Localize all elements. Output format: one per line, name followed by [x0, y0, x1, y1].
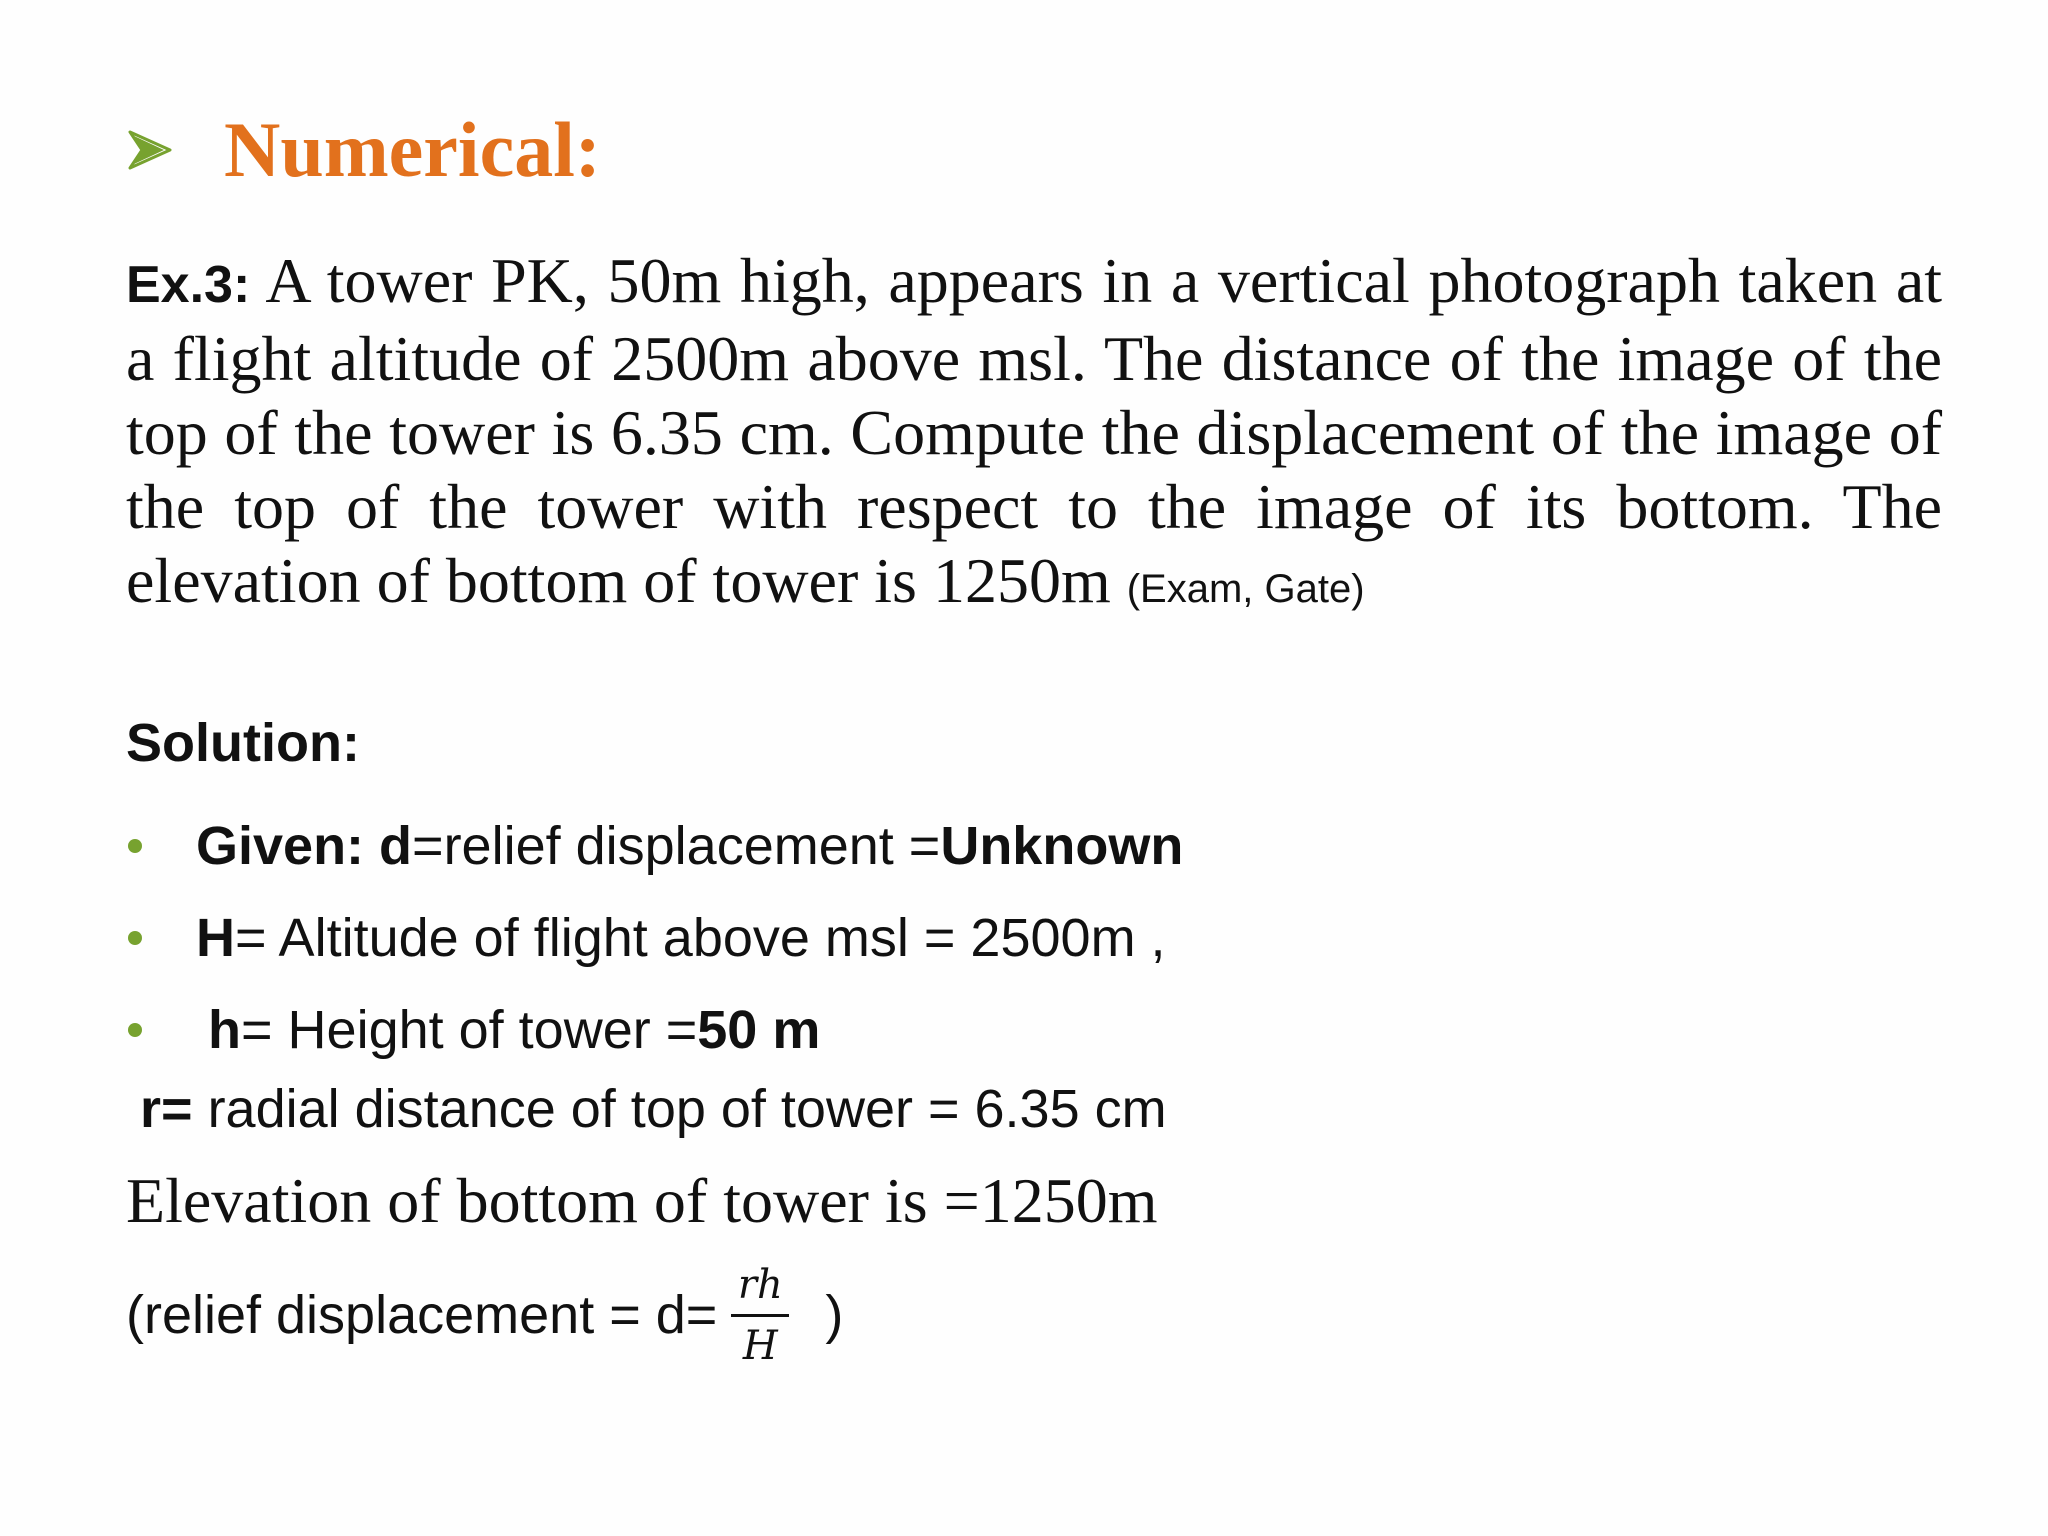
relief-displacement-formula — [126, 1255, 843, 1375]
given-term: H — [196, 908, 235, 968]
given-text: = Altitude of flight above msl = 2500m , — [235, 908, 1166, 968]
given-item-h — [126, 984, 1183, 1076]
given-value: 50 m — [697, 1000, 821, 1060]
problem-text: A tower PK, 50m high, appears in a vertical photograph taken at a flight altitude of 2500m above msl. The distance of the image of the top of the tower is 6.35 cm. Compute the displacement of the image of the top of the tower with respect to the image of its bottom. The elevation of bottom of tower is 1250m — [126, 245, 1942, 616]
given-text: =relief displacement = — [412, 816, 941, 876]
bullet-dot-icon — [128, 1023, 142, 1037]
radial-distance-line — [140, 1078, 1167, 1140]
bullet-dot-icon — [128, 839, 142, 853]
given-item-d — [126, 800, 1183, 892]
solution-label: Solution: — [126, 713, 360, 773]
example-label: Ex.3: — [126, 256, 251, 314]
fraction-bar — [731, 1314, 789, 1317]
given-value: Unknown — [940, 816, 1184, 876]
fraction-numerator: rh — [737, 1261, 783, 1308]
r-term: r= — [140, 1079, 193, 1139]
given-term: h — [208, 1000, 241, 1060]
given-text: = Height of tower = — [241, 1000, 698, 1060]
problem-source: (Exam, Gate) — [1126, 567, 1365, 611]
elevation-line: Elevation of bottom of tower is =1250m — [126, 1165, 1158, 1236]
given-item-H — [126, 892, 1183, 984]
formula-fraction — [731, 1262, 789, 1369]
given-term: Given: d — [196, 816, 413, 876]
r-text: radial distance of top of tower = 6.35 cm — [192, 1079, 1167, 1139]
bullet-dot-icon — [128, 931, 142, 945]
slide-title: Numerical: — [224, 106, 601, 193]
problem-statement — [126, 244, 1942, 626]
fraction-denominator: H — [742, 1322, 778, 1369]
formula-suffix: ) — [825, 1285, 844, 1345]
given-list — [126, 800, 1183, 1076]
formula-prefix: (relief displacement = d= — [126, 1285, 718, 1345]
slide-heading — [128, 100, 601, 200]
green-arrowhead-icon — [128, 128, 172, 172]
